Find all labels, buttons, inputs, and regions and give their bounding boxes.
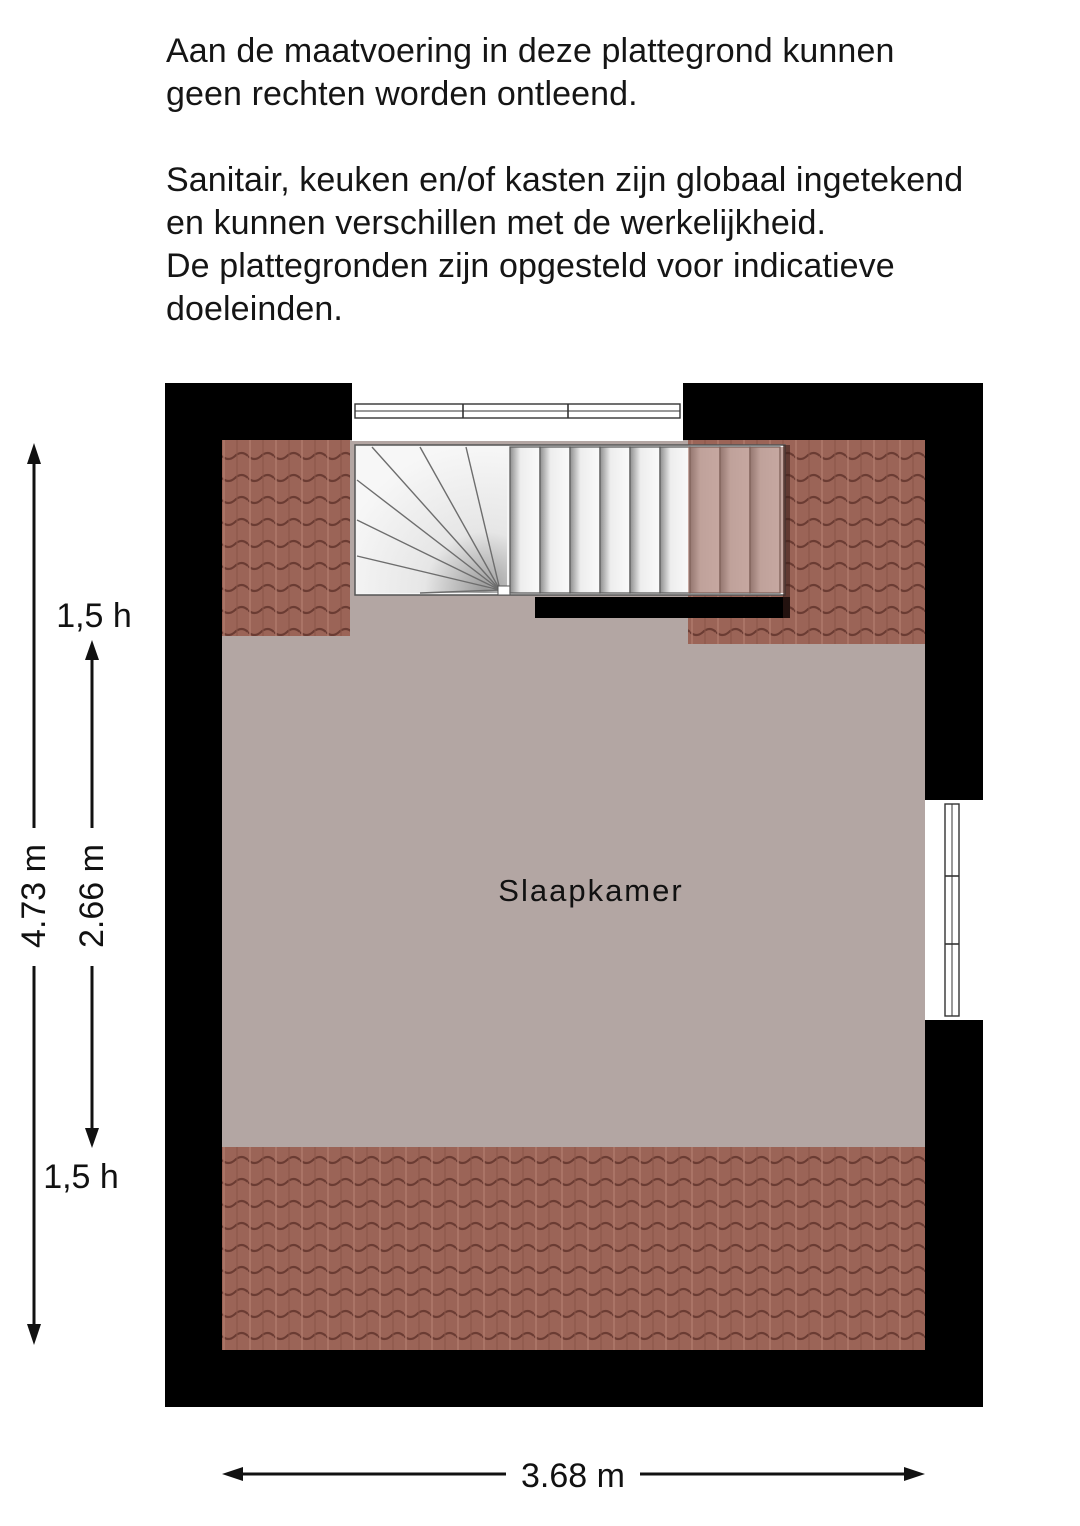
disclaimer-line: Aan de maatvoering in deze plattegrond kunnen: [166, 32, 895, 70]
disclaimer-line: geen rechten worden ontleend.: [166, 75, 638, 113]
height-label: 2.66 m: [73, 844, 111, 948]
height-marker-bottom: 1,5 h: [43, 1158, 119, 1196]
disclaimer-line: De plattegronden zijn opgesteld voor indicatieve: [166, 247, 895, 285]
disclaimer-line: en kunnen verschillen met de werkelijkheid.: [166, 204, 827, 242]
room-label: Slaapkamer: [498, 873, 684, 908]
disclaimer-line: doeleinden.: [166, 290, 343, 328]
staircase: [355, 445, 790, 618]
roof-slope-bottom: [222, 1147, 925, 1350]
roof-slope-top-left: [222, 440, 350, 636]
depth-label: 4.73 m: [15, 844, 53, 948]
disclaimer-line: Sanitair, keuken en/of kasten zijn globaal ingetekend: [166, 161, 964, 199]
height-marker-top: 1,5 h: [56, 597, 132, 635]
width-label: 3.68 m: [521, 1457, 625, 1495]
